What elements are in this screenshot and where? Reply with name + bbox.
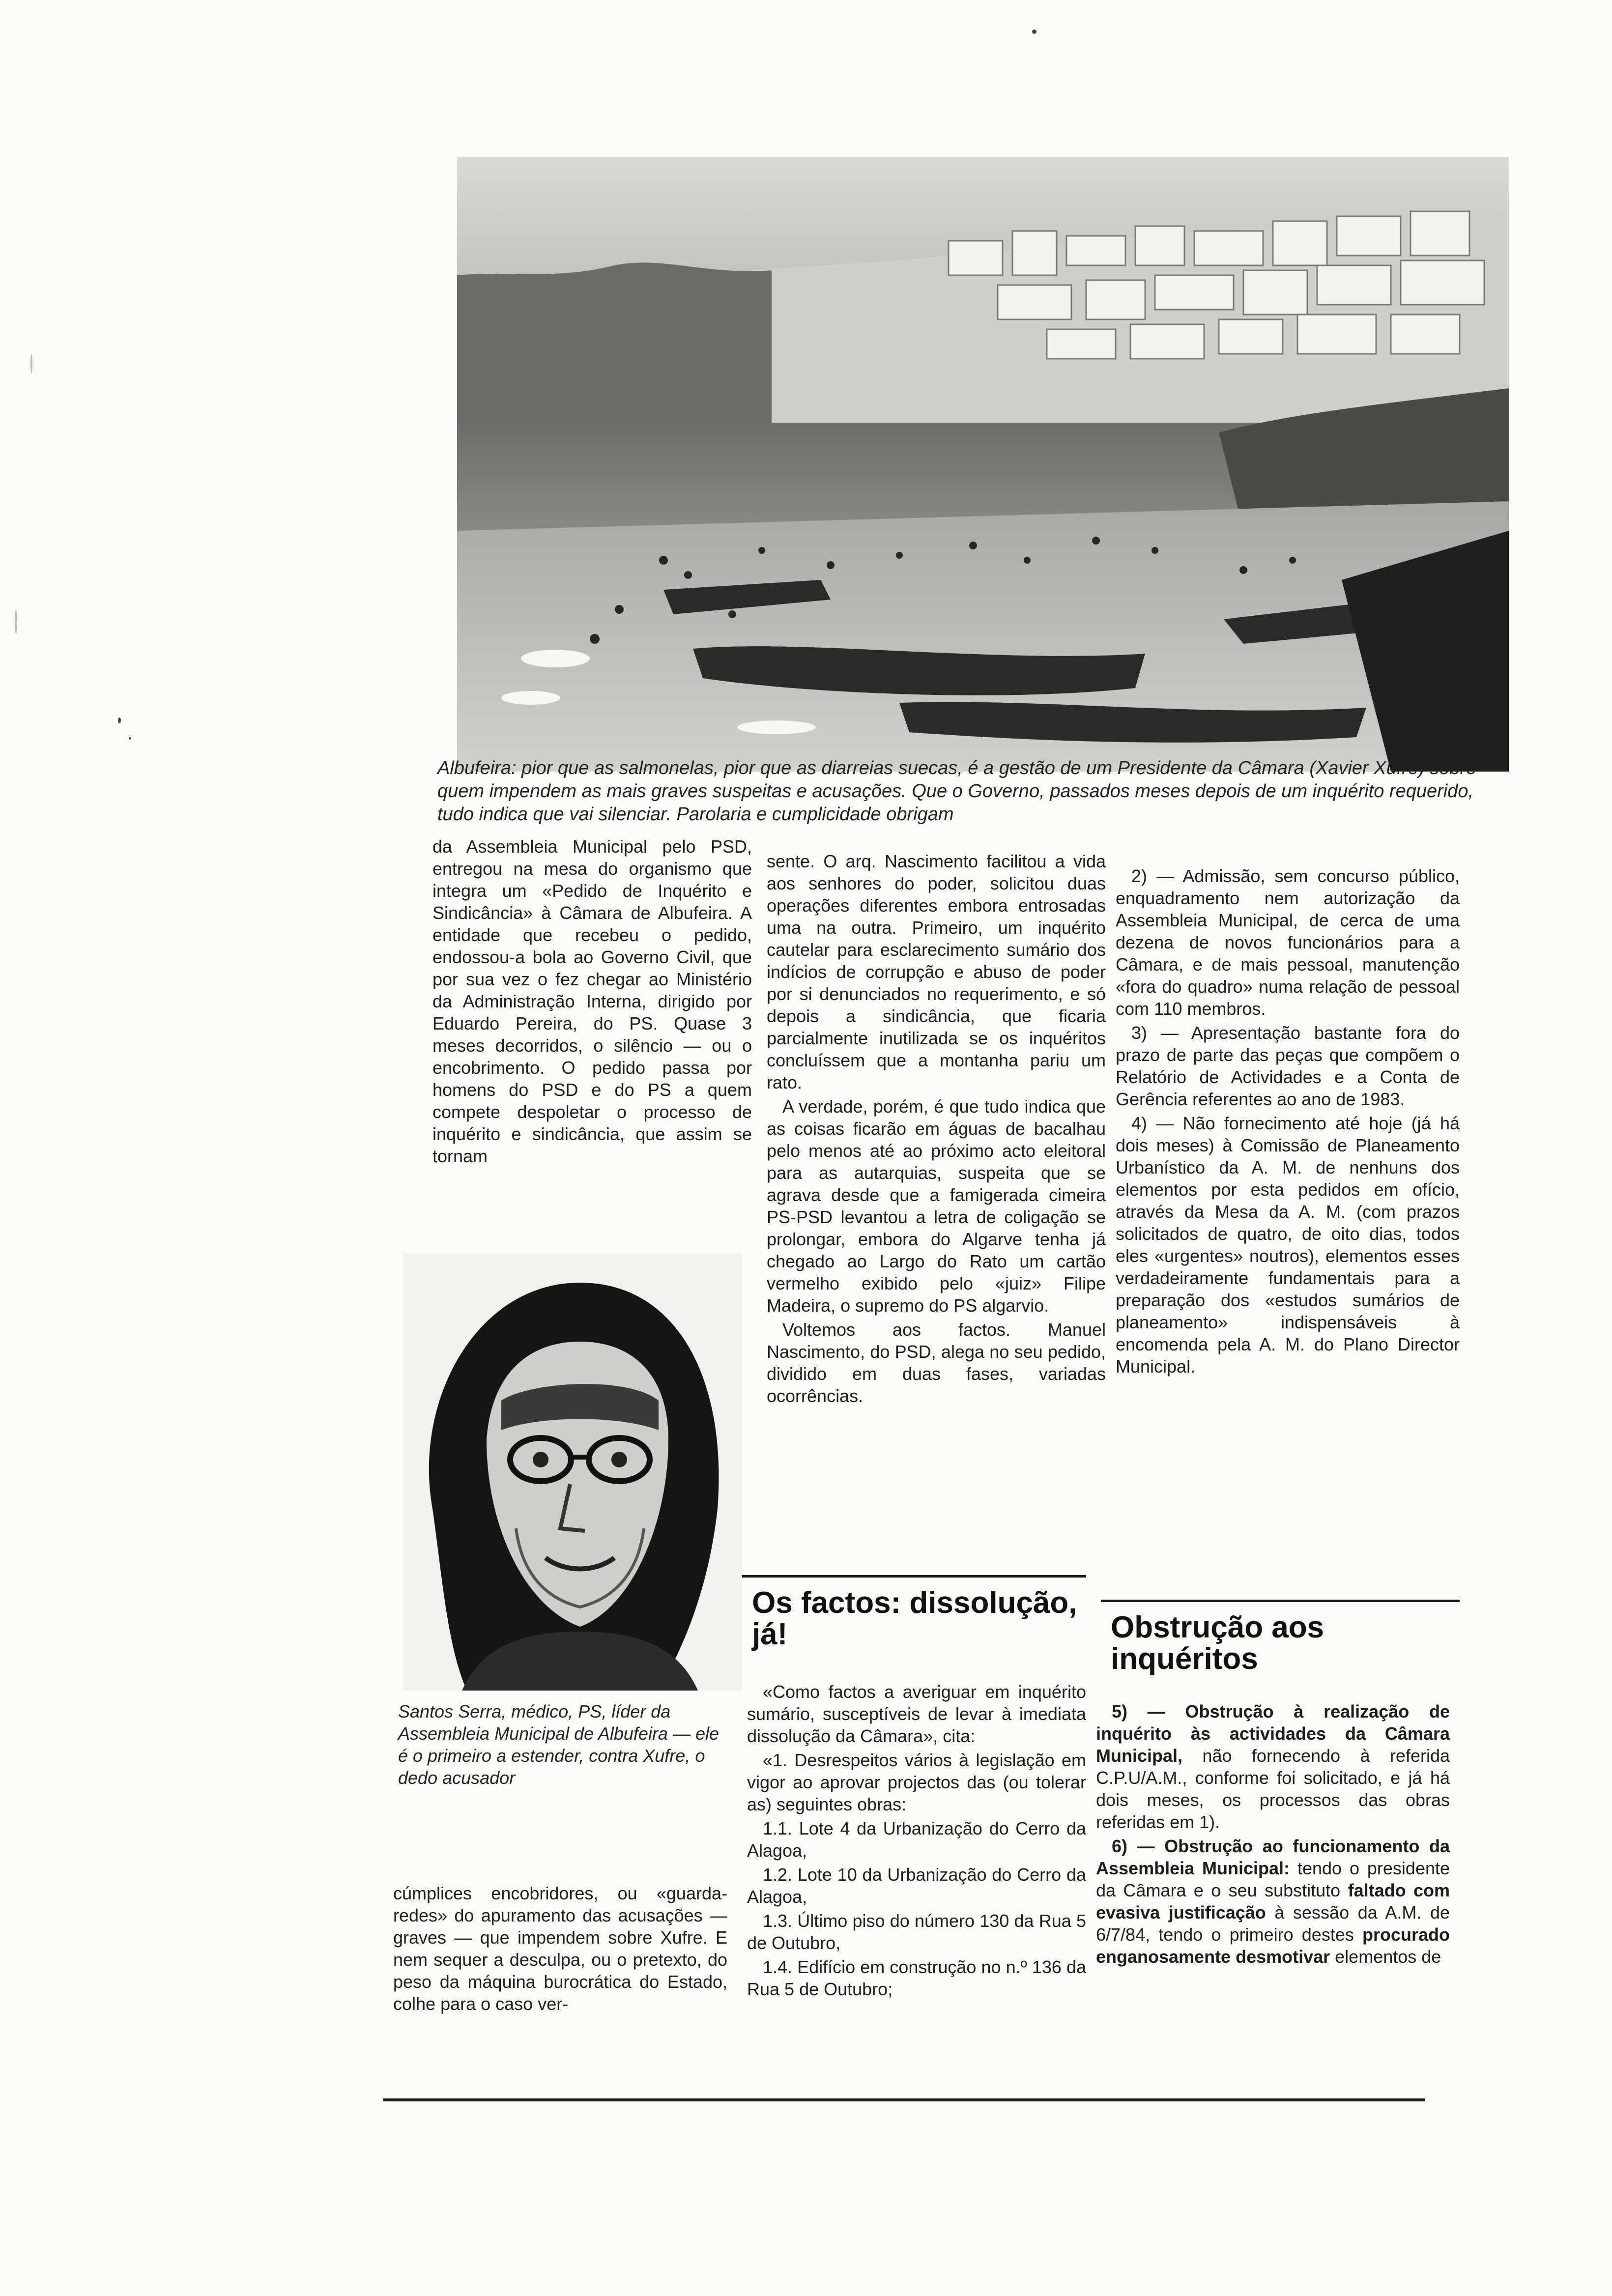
section-rule (742, 1575, 1086, 1578)
item-6-text: tendo o presidente da Câmara e o seu substituto (1096, 1858, 1450, 1900)
item-6-text: elementos de (1330, 1947, 1441, 1967)
section-facts-body (747, 1681, 1086, 2002)
facts-list-item: 1.2. Lote 10 da Urbanização do Cerro da Alagoa, (747, 1865, 1086, 1907)
article-item-2: 2) — Admissão, sem concurso público, enquadramento nem autorização da Assembleia Municipal, de cerca de uma dezena de novos funcionários para a Câmara, e de mais pessoal, manutenção «fora do quadro» numa relação de pessoal com 110 membros. (1116, 866, 1460, 1019)
article-paragraph: cúmplices encobridores, ou «guarda-redes» do apuramento das acusações — graves — que impendem sobre Xufre. E nem sequer a desculpa, ou o pretexto, do peso da máquina burocrática do Estado, colhe para o caso ver- (393, 1883, 727, 2014)
scan-speck (1032, 29, 1036, 34)
article-item-3: 3) — Apresentação bastante fora do prazo de parte das peças que compõem o Relatório de Actividades e a Conta de Gerência referentes ao ano de 1983. (1116, 1023, 1460, 1109)
article-item-4: 4) — Não fornecimento até hoje (já há dois meses) à Comissão de Planeamento Urbanístico da A. M. de nenhuns dos elementos por esta pedidos em ofício, através da Mesa da A. M. (com prazos solicitados de quatro, de oito dias, todos eles «urgentes» noutros), elementos esses verdadeiramente fundamentais para a preparação dos «estudos sumários de planeamento» indispensáveis à encomenda pela A. M. do Plano Director Municipal. (1116, 1113, 1460, 1377)
article-column-1-continued (393, 1882, 727, 2017)
item-6-title: 6) — Obstrução ao funcionamento da Assembleia Municipal: (1096, 1836, 1450, 1878)
obstruction-item-5 (1096, 1700, 1450, 1833)
scan-speck (118, 718, 121, 723)
item-5-text: não fornecendo à referida C.P.U/A.M., conforme foi solicitado, e já há dois meses, os processos das obras referidas em 1). (1096, 1746, 1450, 1832)
section-rule (1101, 1600, 1460, 1602)
facts-list-item: 1.3. Último piso do número 130 da Rua 5 de Outubro, (747, 1911, 1086, 1953)
section-obstruction-body (1096, 1700, 1450, 1970)
article-paragraph: A verdade, porém, é que tudo indica que as coisas ficarão em águas de bacalhau pelo menos até ao próximo acto eleitoral para as autarquias, suspeita que se agrava desde que a famigerada cimeira PS-PSD levantou a letra de coligação se prolongar, embora do Algarve tenha já chegado ao Largo do Rato um cartão vermelho exibido pelo «juiz» Filipe Madeira, o supremo do PS algarvio. (767, 1096, 1106, 1316)
section-heading-facts: Os factos: dissolução, já! (752, 1586, 1077, 1651)
scan-speck (129, 737, 131, 740)
facts-list-item: 1.4. Edifício em construção no n.º 136 da Rua 5 de Outubro; (747, 1957, 1086, 1999)
section-point-1: «1. Desrespeitos vários à legislação em vigor ao aprovar projectos das (ou tolerar as) seguintes obras: (747, 1750, 1086, 1814)
article-paragraph: Voltemos aos factos. Manuel Nascimento, do PSD, alega no seu pedido, dividido em duas fases, variadas ocorrências. (767, 1320, 1106, 1406)
item-6-text: à sessão da A.M. de 6/7/84, tendo o primeiro destes (1096, 1902, 1450, 1945)
scan-speck (30, 354, 32, 373)
article-paragraph: da Assembleia Municipal pelo PSD, entregou na mesa do organismo que integra um «Pedido de Inquérito e Sindicância» à Câmara de Albufeira. A entidade que recebeu o pedido, endossou-a bola ao Governo Civil, que por sua vez o fez chegar ao Ministério da Administração Interna, dirigido por Eduardo Pereira, do PS. Quase 3 meses decorridos, o silêncio — ou o encobrimento. O pedido passa por homens do PSD e do PS a quem compete despoletar o processo de inquérito e sindicância, que assim se tornam (432, 836, 752, 1166)
facts-list-item: 1.1. Lote 4 da Urbanização do Cerro da Alagoa, (747, 1818, 1086, 1861)
article-paragraph: sente. O arq. Nascimento facilitou a vida aos senhores do poder, solicitou duas operações diferentes embora entrosadas uma na outra. Primeiro, um inquérito cautelar para esclarecimento sumário dos indícios de corrupção e abuso de poder por si denunciados no requerimento, e só depois a sindicância, que ficaria parcialmente inutilizada se os inquéritos concluíssem que a montanha pariu um rato. (767, 851, 1106, 1092)
portrait-caption: Santos Serra, médico, PS, líder da Assembleia Municipal de Albufeira — ele é o primeiro a estender, contra Xufre, o dedo acusador (398, 1701, 719, 1788)
obstruction-item-6 (1096, 1835, 1450, 1968)
item-5-title: 5) — Obstrução à realização de inquérito às actividades da Câmara Municipal, (1096, 1701, 1450, 1766)
section-heading-obstruction: Obstrução aos inquéritos (1111, 1610, 1324, 1676)
article-column-3 (1116, 865, 1460, 1379)
item-6-emphasis: faltado com evasiva justificação (1096, 1880, 1450, 1923)
section-intro: «Como factos a averiguar em inquérito sumário, susceptíveis de levar à imediata dissolução da Câmara», cita: (747, 1682, 1086, 1746)
photo-caption: Albufeira: pior que as salmonelas, pior que as diarreias suecas, é a gestão de um Presidente da Câmara (Xavier Xufre) sobre quem impendem as mais graves suspeitas e acusações. Que o Governo, passados meses depois de um inquérito requerido, tudo indica que vai silenciar. Parolaria e cumplicidade obrigam (437, 758, 1477, 825)
page-bottom-rule (383, 2098, 1425, 2101)
article-column-2 (767, 850, 1106, 1409)
portrait-photo (403, 1253, 742, 1691)
beach-photo (457, 157, 1509, 772)
scan-speck (15, 609, 17, 634)
item-6-emphasis: procurado enganosamente desmotivar (1096, 1924, 1450, 1967)
article-column-1 (432, 835, 752, 1169)
